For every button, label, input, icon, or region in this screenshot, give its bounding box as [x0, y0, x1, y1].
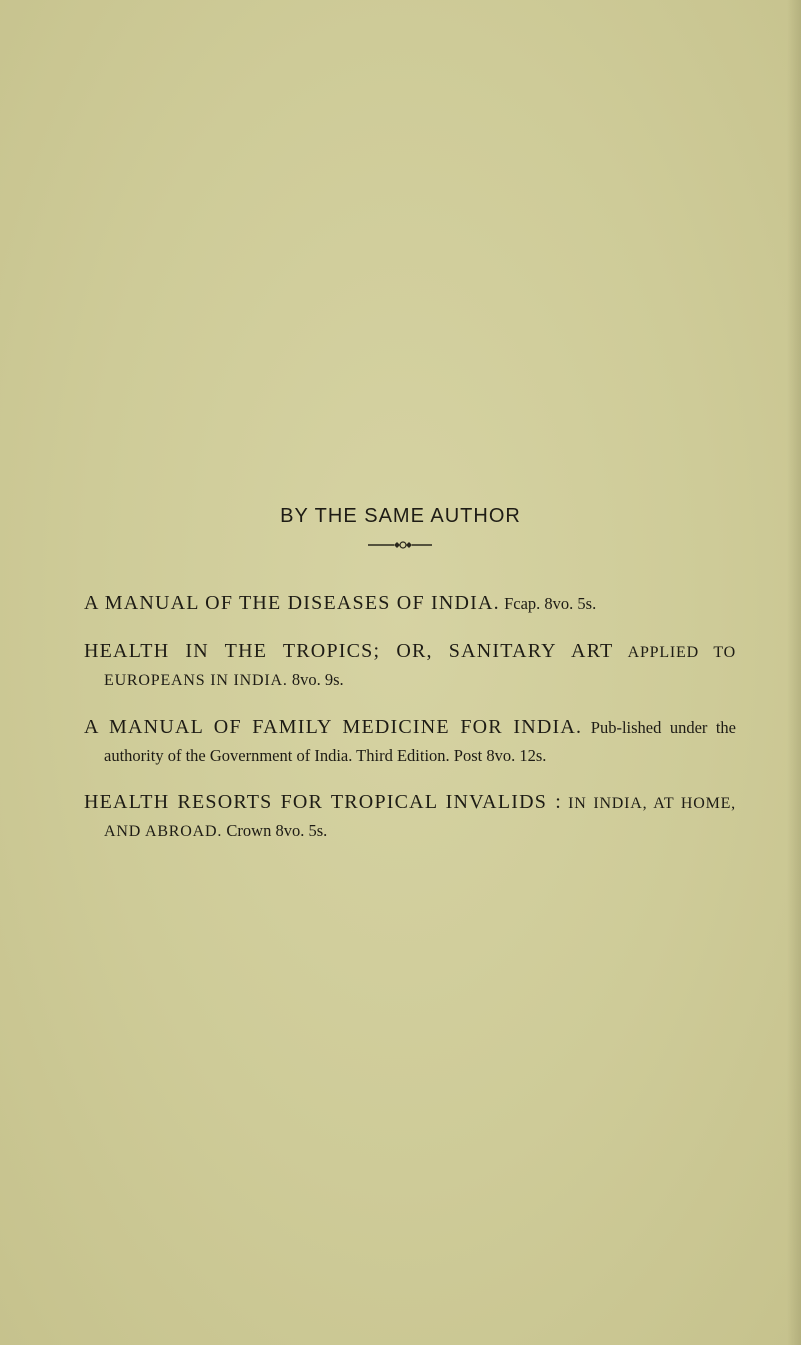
- book-subtitle: IN INDIA, AT HOME, AND ABROAD.: [104, 795, 736, 840]
- ornament-divider: [368, 540, 432, 550]
- book-entry: [84, 714, 736, 769]
- book-list: [84, 590, 736, 865]
- book-details: Pub-lished under the authority of the Government of India. Third Edition. Post 8vo. 12s.: [104, 718, 736, 765]
- book-title: A MANUAL OF FAMILY MEDICINE FOR INDIA.: [84, 716, 583, 738]
- book-title: A MANUAL OF THE DISEASES OF INDIA.: [84, 592, 500, 614]
- book-details: Crown 8vo. 5s.: [226, 821, 328, 840]
- book-details: 8vo. 9s.: [291, 670, 344, 689]
- page-edge-shadow: [787, 0, 801, 1345]
- book-entry: [84, 789, 736, 845]
- book-entry: [84, 590, 736, 618]
- section-heading: BY THE SAME AUTHOR: [280, 505, 521, 527]
- book-details: Fcap. 8vo. 5s.: [504, 594, 597, 613]
- book-title: HEALTH RESORTS FOR TROPICAL INVALIDS :: [84, 791, 562, 813]
- book-title: HEALTH IN THE TROPICS; OR, SANITARY ART: [84, 640, 614, 662]
- book-entry: [84, 638, 736, 694]
- book-subtitle: APPLIED TO EUROPEANS IN INDIA.: [104, 644, 737, 689]
